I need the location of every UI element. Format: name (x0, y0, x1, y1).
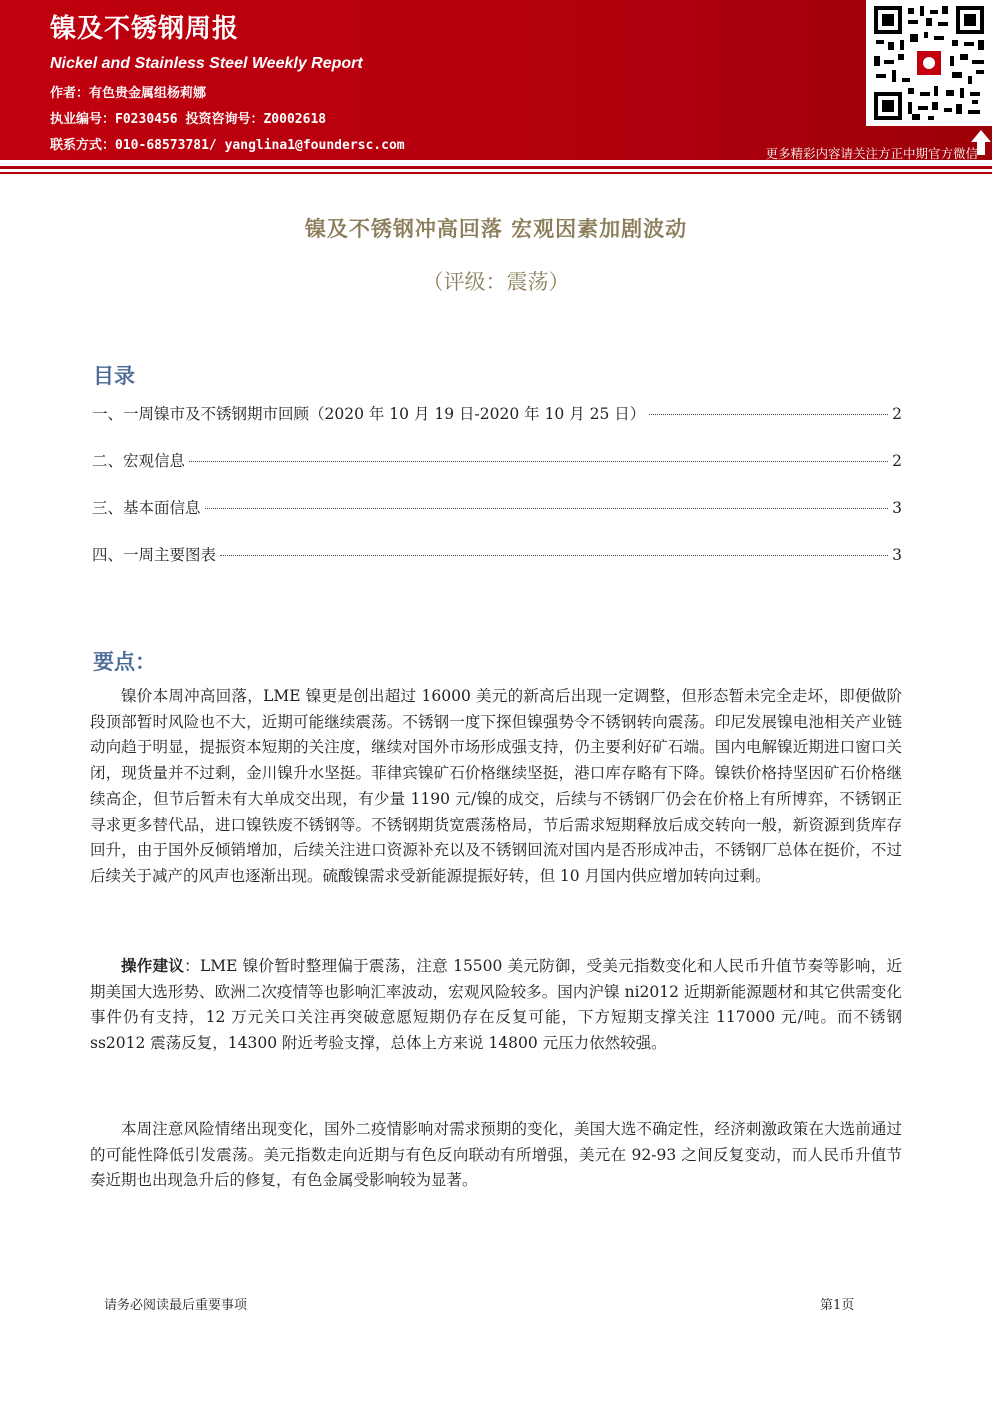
author-line (50, 82, 206, 101)
license-label: 执业编号： (50, 112, 116, 127)
toc-item[interactable] (92, 543, 902, 590)
document-title: 镍及不锈钢冲高回落 宏观因素加剧波动 (304, 216, 688, 241)
consult-label: 投资咨询号： (185, 112, 264, 127)
toc-leader-dots (220, 555, 888, 556)
risk-paragraph: 本周注意风险情绪出现变化，国外二疫情影响对需求预期的变化，美国大选不确定性，经济刺激政策在大选前通过的可能性降低引发震荡。美元指数走向近期与有色反向联动有所增强，美元在 92-93 之间反复变动，而人民币升值节奏近期也出现急升后的修复，有色金属受影响较为显著。 (90, 1120, 902, 1190)
toc-item-label: 一、一周镍市及不锈钢期市回顾（2020 年 10 月 19 日-2020 年 10 月 25 日） (92, 405, 646, 423)
toc-item-page: 3 (892, 499, 902, 517)
toc-item-label: 二、宏观信息 (92, 452, 186, 470)
license-value: F0230456 (115, 112, 178, 127)
document-rating: （评级：震荡） (422, 270, 570, 294)
wechat-prompt: 更多精彩内容请关注方正中期官方微信 (765, 146, 978, 161)
license-line (50, 108, 326, 127)
advice-label: 操作建议 (121, 957, 185, 975)
author: 作者：有色贵金属组杨莉娜 (50, 86, 207, 101)
report-header (0, 0, 992, 160)
page-number: 第1页 (820, 1298, 855, 1313)
qr-code-icon (872, 4, 986, 122)
key-points-heading: 要点： (93, 650, 156, 674)
header-divider (0, 166, 992, 169)
toc-item-page: 2 (892, 452, 902, 470)
toc-leader-dots (205, 508, 889, 509)
advice-text: ：LME 镍价暂时整理偏于震荡，注意 15500 美元防御，受美元指数变化和人民币升值节奏等影响，近期美国大选形势、欧洲二次疫情等也影响汇率波动，宏观风险较多。国内沪镍 ni2012 近期新能源题材和其它供需变化事件仍有支持，12 万元关口关注再突破意愿短期仍存在反复可能，下方短期支撑关注 117000 元/吨。而不锈钢 ss2012 震荡反复，14300 附近考验支撑，总体上方来说 14800 元压力依然较强。 (90, 957, 902, 1053)
wechat-qr-code (866, 0, 992, 126)
toc-item-label: 四、一周主要图表 (92, 546, 217, 564)
toc-leader-dots (189, 461, 888, 462)
toc-item[interactable] (92, 402, 902, 449)
toc-item[interactable] (92, 449, 902, 496)
toc-heading: 目录 (93, 364, 135, 388)
toc-item-page: 2 (892, 405, 902, 423)
toc-item[interactable] (92, 496, 902, 543)
report-title-cn: 镍及不锈钢周报 (50, 14, 240, 44)
consult-value: Z0002618 (263, 112, 327, 127)
contact-line (50, 134, 405, 153)
key-points-paragraph: 镍价本周冲高回落，LME 镍更是创出超过 16000 美元的新高后出现一定调整，但形态暂未完全走坏，即便做阶段顶部暂时风险也不大，近期可能继续震荡。不锈钢一度下探但镍强势令不锈钢转向震荡。印尼发展镍电池相关产业链动向趋于明显，提振资本短期的关注度，继续对国外市场形成强支持，仍主要利好矿石端。国内电解镍近期进口窗口关闭，现货量并不过剩，金川镍升水坚挺。菲律宾镍矿石价格继续坚挺，港口库存略有下降。镍铁价格持坚因矿石价格继续高企，但节后暂未有大单成交出现，有少量 1190 元/镍的成交，后续与不锈钢厂仍会在价格上有所博弈，不锈钢正寻求更多替代品，进口镍铁废不锈钢等。不锈钢期货宽震荡格局，节后需求短期释放后成交转向一般，新资源到货库存回升，由于国外反倾销增加，后续关注进口资源补充以及不锈钢回流对国内是否形成冲击，不锈钢厂总体在挺价，不过后续关于减产的风声也逐渐出现。硫酸镍需求受新能源提振好转，但 10 月国内供应增加转向过剩。 (90, 687, 902, 885)
toc-item-label: 三、基本面信息 (92, 499, 201, 517)
toc-item-page: 3 (892, 546, 902, 564)
contact-label: 联系方式： (50, 138, 116, 153)
toc-leader-dots (649, 414, 888, 415)
footer-notice: 请务必阅读最后重要事项 (104, 1298, 248, 1313)
report-title-en: Nickel and Stainless Steel Weekly Report (50, 55, 363, 72)
operation-advice-paragraph (90, 954, 902, 1057)
header-divider-thin (0, 172, 992, 174)
table-of-contents (92, 402, 902, 590)
contact-value: 010-68573781/ yanglina1@foundersc.com (115, 138, 405, 153)
